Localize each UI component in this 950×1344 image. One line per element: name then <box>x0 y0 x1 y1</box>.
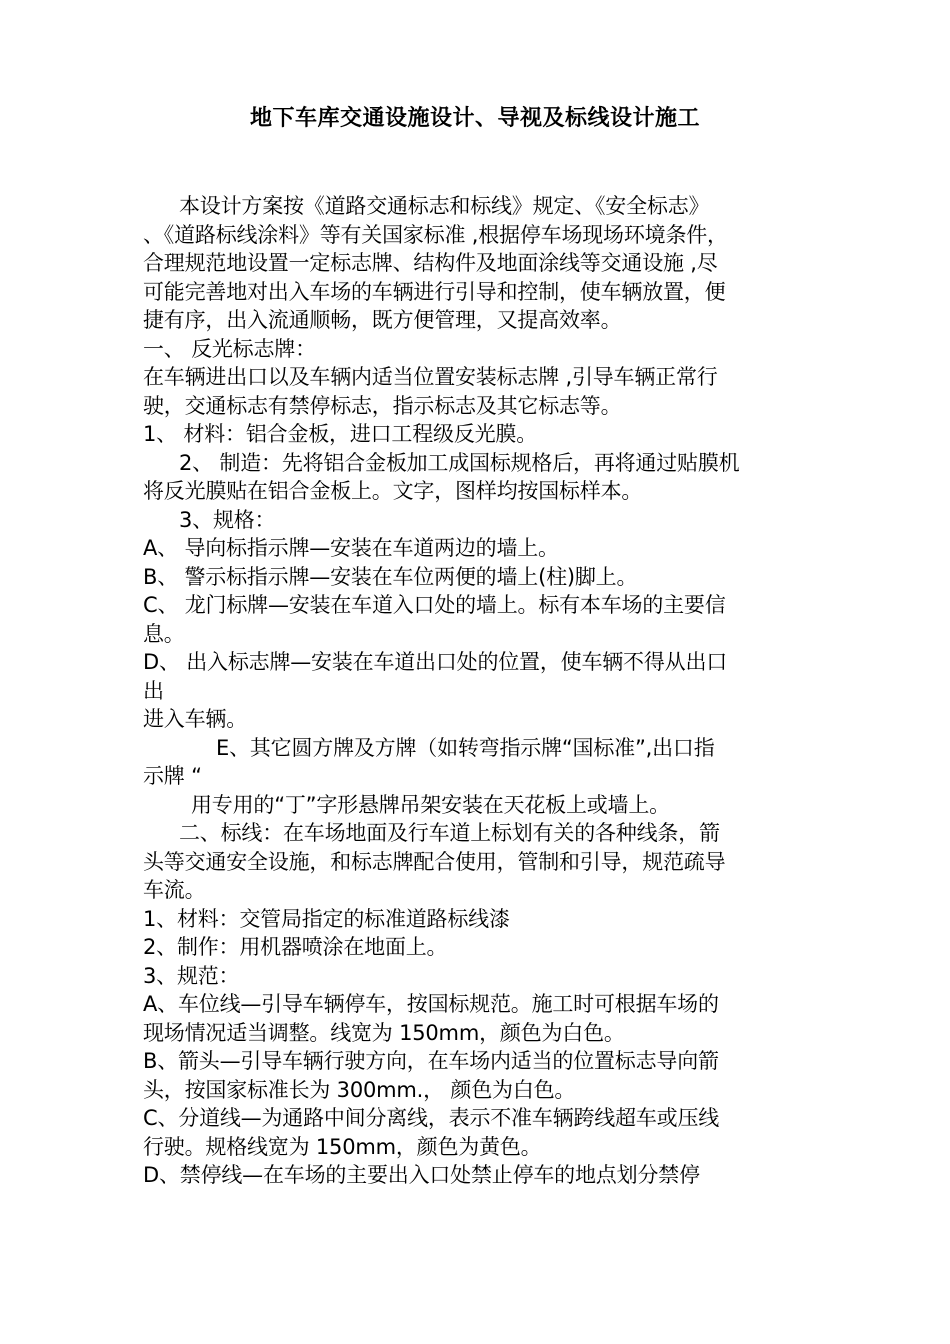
paragraph-line: 行驶。规格线宽为 150mm，颜色为黄色。 <box>143 1134 542 1159</box>
list-item: 3、规格： <box>179 507 276 532</box>
paragraph-line: 驶，交通标志有禁停标志，指示标志及其它标志等。 <box>143 393 622 418</box>
paragraph-line: 用专用的“丁”字形悬牌吊架安装在天花板上或墙上。 <box>191 792 670 817</box>
list-item: A、 导向标指示牌—安装在车道两边的墙上。 <box>143 536 559 560</box>
paragraph-line: 捷有序，出入流通顺畅，既方便管理，又提高效率。 <box>143 308 622 332</box>
paragraph-line: 将反光膜贴在铝合金板上。文字，图样均按国标样本。 <box>143 479 643 503</box>
list-item: E、其它圆方牌及方牌（如转弯指示牌“国标准”,出口指 <box>216 735 715 760</box>
list-item: 2、制作：用机器喷涂在地面上。 <box>143 935 448 959</box>
paragraph-line: 息。 <box>143 621 185 646</box>
paragraph-line: 、《道路标线涂料》等有关国家标准 ,根据停车场现场环境条件， <box>143 222 728 247</box>
paragraph-line: 头等交通安全设施，和标志牌配合使用，管制和引导，规范疏导 <box>143 849 726 874</box>
list-item: 1、 材料：铝合金板，进口工程级反光膜。 <box>143 422 538 446</box>
paragraph-line: 示牌 “ <box>143 764 202 788</box>
list-item: C、分道线—为通路中间分离线，表示不准车辆跨线超车或压线 <box>143 1106 720 1130</box>
paragraph-line: 本设计方案按《道路交通标志和标线》规定、《安全标志》 <box>179 194 710 218</box>
paragraph-line: 头，按国家标准长为 300mm.， 颜色为白色。 <box>143 1077 576 1102</box>
list-item: D、禁停线—在车场的主要出入口处禁止停车的地点划分禁停 <box>143 1163 700 1187</box>
list-item: 1、材料：交管局指定的标准道路标线漆 <box>143 906 510 931</box>
list-item: A、车位线—引导车辆停车，按国标规范。施工时可根据车场的 <box>143 992 719 1016</box>
list-item: C、 龙门标牌—安装在车道入口处的墙上。标有本车场的主要信 <box>143 593 726 617</box>
list-item: B、 警示标指示牌—安装在车位两便的墙上(柱)脚上。 <box>143 564 638 589</box>
paragraph-line: 进入车辆。 <box>143 707 247 731</box>
paragraph-line: 可能完善地对出入车场的车辆进行引导和控制，使车辆放置，便 <box>143 279 726 304</box>
section-heading: 一、 反光标志牌： <box>143 336 316 361</box>
list-item: D、 出入标志牌—安装在车道出口处的位置，使车辆不得从出口 <box>143 650 728 674</box>
paragraph-line: 在车辆进出口以及车辆内适当位置安装标志牌 ,引导车辆正常行 <box>143 365 718 389</box>
list-item: 3、规范： <box>143 963 240 988</box>
list-item: 2、 制造：先将铝合金板加工成国标规格后，再将通过贴膜机 <box>179 450 740 475</box>
document-title: 地下车库交通设施设计、导视及标线设计施工 <box>249 106 700 131</box>
section-heading: 二、标线：在车场地面及行车道上标划有关的各种线条，箭 <box>179 821 720 845</box>
paragraph-line: 合理规范地设置一定标志牌、结构件及地面涂线等交通设施 ,尽 <box>143 251 718 275</box>
paragraph-line: 现场情况适当调整。线宽为 150mm，颜色为白色。 <box>143 1020 625 1045</box>
list-item: B、箭头—引导车辆行驶方向，在车场内适当的位置标志导向箭 <box>143 1049 719 1073</box>
document-body <box>143 192 811 1190</box>
paragraph-line: 出 <box>143 678 164 703</box>
paragraph-line: 车流。 <box>143 878 206 902</box>
